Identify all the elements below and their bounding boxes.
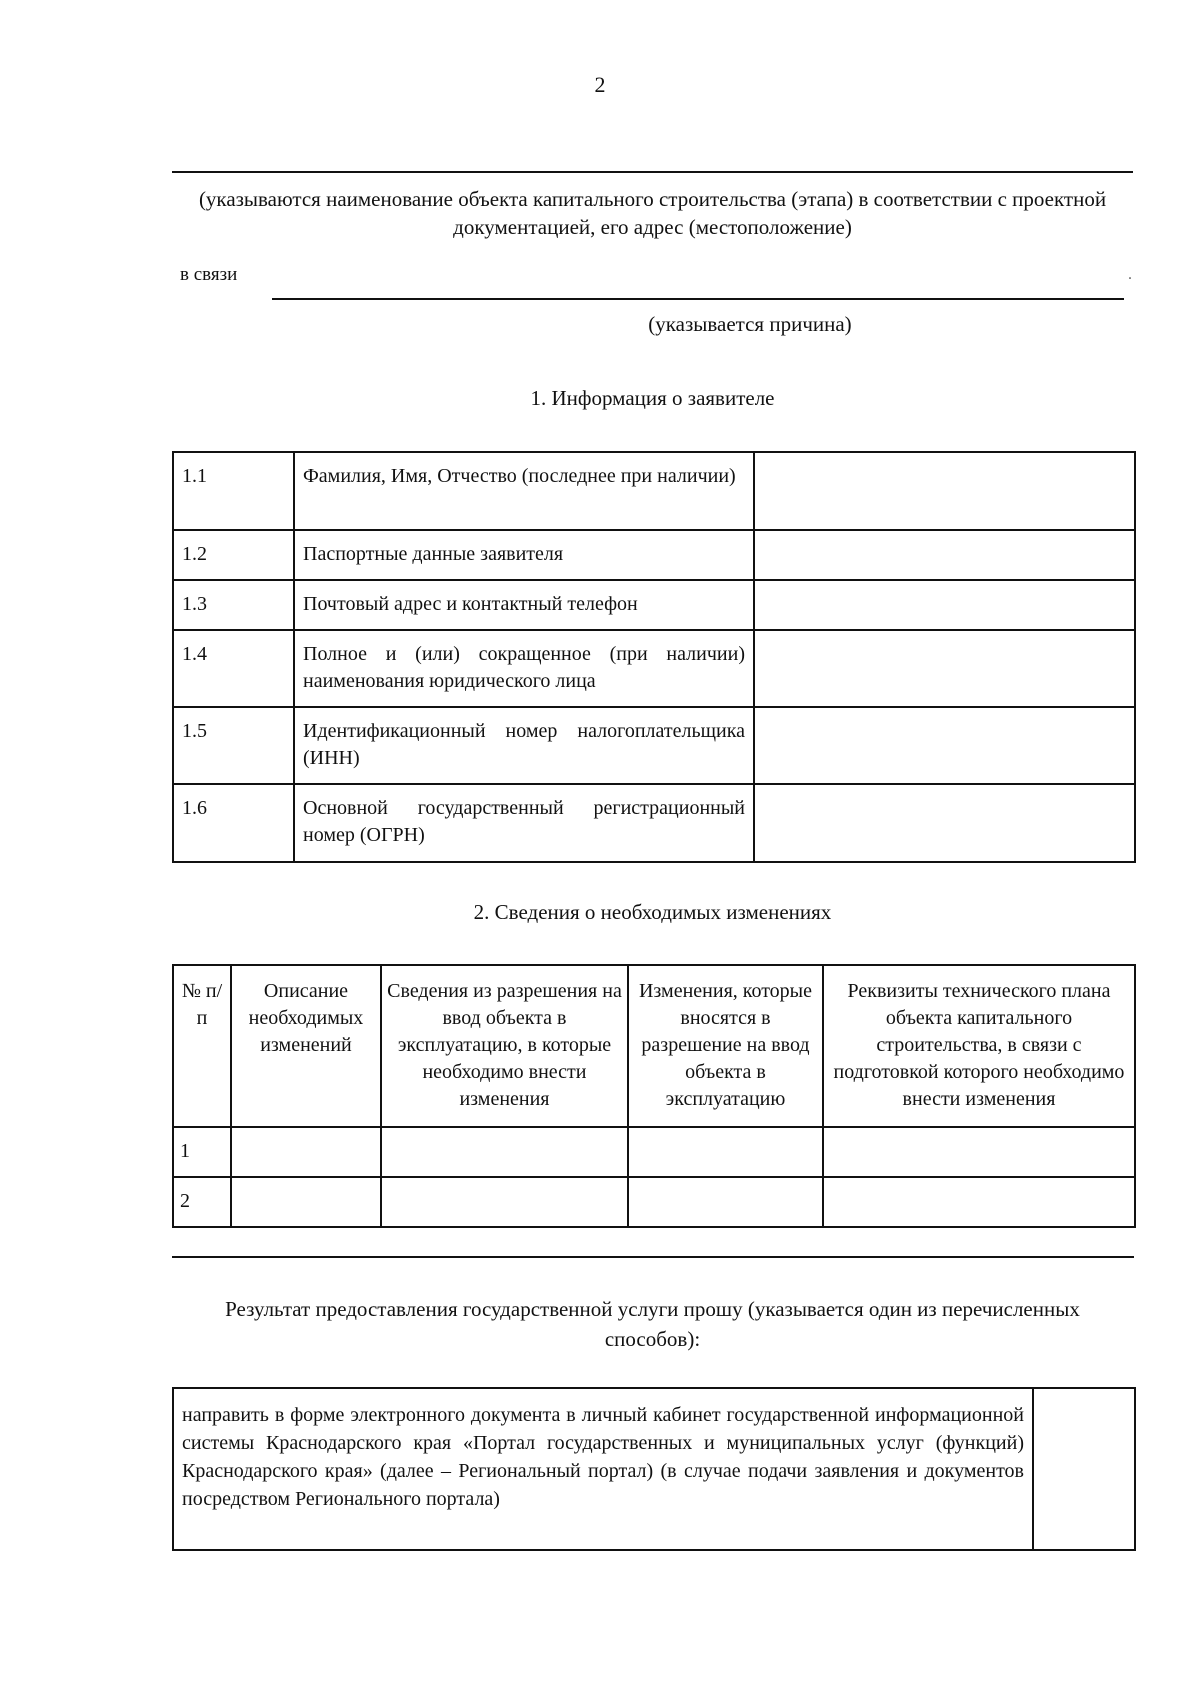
cell-input[interactable]	[381, 1127, 628, 1177]
separator-line	[172, 1256, 1134, 1258]
table-row	[173, 530, 1135, 580]
row-value-input[interactable]	[754, 530, 1135, 580]
object-name-line[interactable]	[172, 171, 1133, 173]
row-number: 1.3	[173, 580, 294, 630]
row-number: 1.1	[173, 452, 294, 530]
reason-caption: (указывается причина)	[648, 312, 852, 336]
row-number: 1.4	[173, 630, 294, 707]
page-number: 2	[594, 72, 606, 97]
table-row	[173, 1177, 1135, 1227]
cell-input[interactable]	[231, 1127, 381, 1177]
row-value-input[interactable]	[754, 630, 1135, 707]
cell-input[interactable]	[823, 1177, 1135, 1227]
table-row	[173, 630, 1135, 707]
row-value-input[interactable]	[754, 784, 1135, 862]
table-row	[173, 784, 1135, 862]
row-value-input[interactable]	[754, 452, 1135, 530]
object-caption: (указываются наименование объекта капитального строительства (этапа) в соответствии с проектной документацией, его адрес (местоположение)	[198, 187, 1107, 239]
row-label: Паспортные данные заявителя	[294, 530, 754, 580]
header-changes: Изменения, которые вносятся в разрешение на ввод объекта в эксплуатацию	[628, 965, 823, 1127]
cell-input[interactable]	[823, 1127, 1135, 1177]
row-number: 1.2	[173, 530, 294, 580]
cell-input[interactable]	[381, 1177, 628, 1227]
row-label: Полное и (или) сокращенное (при наличии) наименования юридического лица	[294, 630, 754, 707]
row-number: 2	[173, 1177, 231, 1227]
cell-input[interactable]	[231, 1177, 381, 1227]
section1-title: 1. Информация о заявителе	[530, 386, 775, 410]
result-option-checkbox[interactable]	[1033, 1388, 1135, 1550]
row-label: Идентификационный номер налогоплательщика (ИНН)	[294, 707, 754, 784]
cell-input[interactable]	[628, 1127, 823, 1177]
applicant-table	[172, 451, 1136, 863]
row-label: Почтовый адрес и контактный телефон	[294, 580, 754, 630]
row-value-input[interactable]	[754, 707, 1135, 784]
header-description: Описание необходимых изменений	[231, 965, 381, 1127]
result-options-table	[172, 1387, 1136, 1551]
table-header-row	[173, 965, 1135, 1127]
table-row	[173, 707, 1135, 784]
header-permit-info: Сведения из разрешения на ввод объекта в эксплуатацию, в которые необходимо внести изменения	[381, 965, 628, 1127]
row-number: 1.5	[173, 707, 294, 784]
table-row	[173, 452, 1135, 530]
row-label: Фамилия, Имя, Отчество (последнее при наличии)	[294, 452, 754, 530]
cell-input[interactable]	[628, 1177, 823, 1227]
row-label: Основной государственный регистрационный номер (ОГРН)	[294, 784, 754, 862]
result-option-text: направить в форме электронного документа в личный кабинет государственной информационной системы Краснодарского края «Портал государственных и муниципальных услуг (функций) Краснодарского края» (далее – Региональный портал) (в случае подачи заявления и документов посредством Регионального портала)	[173, 1388, 1033, 1550]
header-number: № п/п	[173, 965, 231, 1127]
section2-title: 2. Сведения о необходимых изменениях	[473, 900, 832, 924]
row-value-input[interactable]	[754, 580, 1135, 630]
table-row	[173, 1388, 1135, 1550]
header-technical-plan: Реквизиты технического плана объекта капитального строительства, в связи с подготовкой которого необходимо внести изменения	[823, 965, 1135, 1127]
reason-dot: .	[1128, 266, 1132, 283]
row-number: 1.6	[173, 784, 294, 862]
changes-table	[172, 964, 1136, 1228]
row-number: 1	[173, 1127, 231, 1177]
table-row	[173, 580, 1135, 630]
table-row	[173, 1127, 1135, 1177]
result-text: Результат предоставления государственной услуги прошу (указывается один из перечисленных способов):	[225, 1297, 1080, 1351]
reason-line[interactable]	[272, 298, 1124, 300]
reason-label: в связи	[180, 264, 238, 285]
